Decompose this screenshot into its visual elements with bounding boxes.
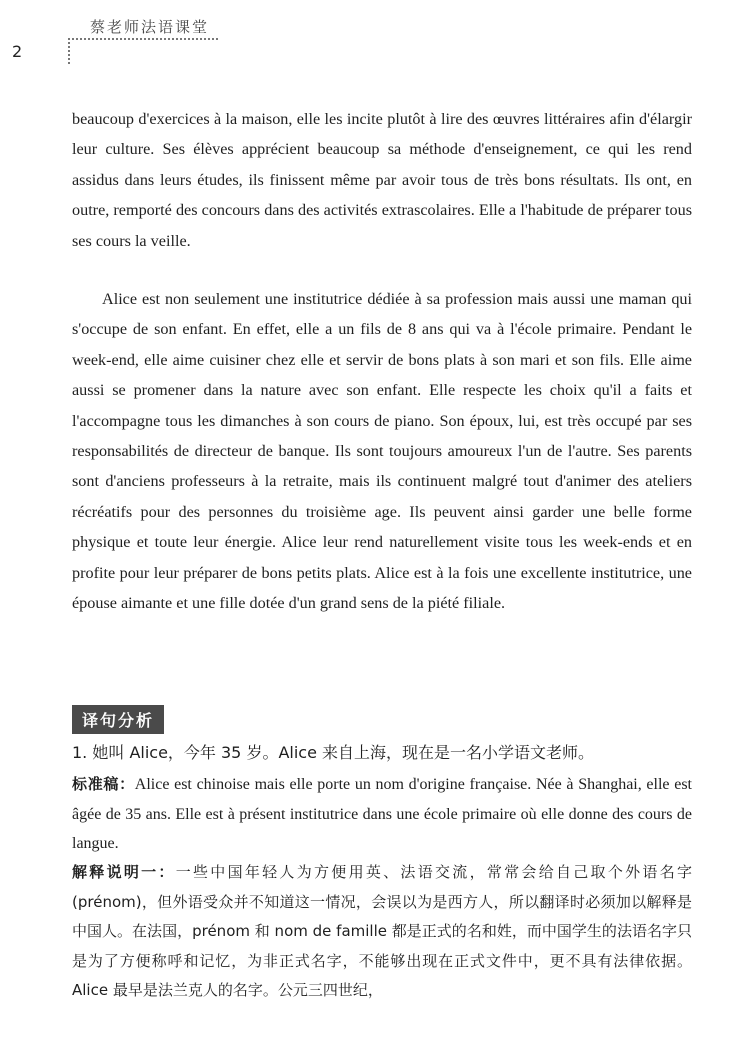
standard-translation — [72, 770, 692, 859]
standard-label: 标准稿： — [72, 775, 135, 793]
header-dotted-rule-vertical — [68, 38, 70, 64]
section-heading: 译句分析 — [72, 705, 164, 734]
page-number: 2 — [12, 42, 23, 61]
header-dotted-rule — [68, 38, 218, 40]
explanation-label: 解释说明一： — [72, 863, 176, 881]
body-paragraph-1: beaucoup d'exercices à la maison, elle les incite plutôt à lire des œuvres littéraires afin d'élargir leur culture. Ses élèves apprécient beaucoup sa méthode d'enseignement, ce qui les rend assidus dans leurs études, ils finissent même par avoir tous de très bons résultats. Ils ont, en outre, remporté des concours dans des activités extrascolaires. Elle a l'habitude de préparer tous ses cours la veille. — [72, 110, 692, 250]
explanation-one — [72, 858, 692, 1006]
running-header-title: 蔡老师法语课堂 — [90, 18, 210, 36]
explanation-text: 一些中国年轻人为方便用英、法语交流，常常会给自己取个外语名字(prénom)，但外语受众并不知道这一情况，会误以为是西方人，所以翻译时必须加以解释是中国人。在法国，prénom 和 nom de famille 都是正式的名和姓，而中国学生的法语名字只是为了方便称呼和记忆，为非正式名字，不能够出现在正式文件中，更不具有法律依据。Alice 最早是法兰克人的名字。公元三四世纪， — [72, 863, 692, 999]
standard-text: Alice est chinoise mais elle porte un nom d'origine française. Née à Shanghai, elle est âgée de 35 ans. Elle est à présent institutrice dans une école primaire où elle donne des cours de langue. — [72, 776, 692, 852]
source-sentence: 1. 她叫 Alice，今年 35 岁。Alice 来自上海，现在是一名小学语文老师。 — [72, 743, 595, 762]
body-paragraph-2: Alice est non seulement une institutrice dédiée à sa profession mais aussi une maman qui s'occupe de son enfant. En effet, elle a un fils de 8 ans qui va à l'école primaire. Pendant le week-end, elle aime cuisiner chez elle et servir de bons plats à son mari et son fils. Elle aime aussi se promener dans la nature avec son enfant. Elle respecte les choix qu'il a faits et l'accompagne tous les dimanches à son cours de piano. Son époux, lui, est très occupé par ses responsabilités de directeur de banque. Ils sont toujours amoureux l'un de l'autre. Ses parents sont d'anciens professeurs à la retraite, mais ils continuent malgré tout d'animer des ateliers récréatifs pour des personnes du troisième age. Ils peuvent ainsi garder une belle forme physique et toute leur énergie. Alice leur rend naturellement visite tous les week-ends et en profite pour leur préparer de bons petits plats. Alice est à la fois une excellente institutrice, une épouse aimante et une fille dotée d'un grand sens de la piété filiale. — [72, 290, 692, 613]
